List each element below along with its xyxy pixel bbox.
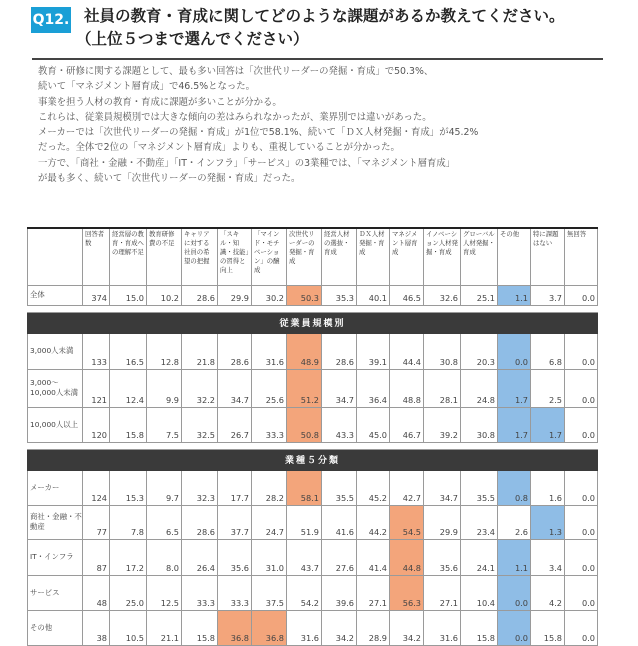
column-header: ＤＸ人材発掘・育成: [357, 228, 390, 285]
table-cell: 0.0: [565, 333, 598, 369]
table-cell: 23.4: [461, 505, 498, 539]
section-gap: [28, 305, 598, 312]
table-cell: 25.6: [252, 369, 287, 407]
table-cell: 6.5: [147, 505, 182, 539]
table-cell: 41.6: [322, 505, 357, 539]
table-cell: 133: [83, 333, 110, 369]
table-cell: 54.2: [287, 575, 322, 610]
table-row: [28, 505, 598, 539]
table-cell: 39.2: [424, 407, 461, 442]
table-cell: 35.6: [218, 539, 252, 575]
table-cell: 0.0: [565, 407, 598, 442]
column-header: 次世代リーダーの発掘・育成: [287, 228, 322, 285]
table-cell: 26.7: [218, 407, 252, 442]
summary-line: 一方で、「商社・金融・不動産」「IT・インフラ」「サービス」の3業種では、「マネジメント層育成」: [38, 157, 456, 169]
table-cell: 0.0: [565, 369, 598, 407]
table-cell: 35.5: [461, 470, 498, 505]
table-cell: 8.0: [147, 539, 182, 575]
question-number-badge: Q12.: [31, 7, 71, 33]
header-corner-cell: [28, 228, 83, 285]
table-cell: 36.4: [357, 369, 390, 407]
table-cell: 12.8: [147, 333, 182, 369]
table-cell: 6.8: [531, 333, 565, 369]
gap-cell: [28, 442, 598, 449]
question-title: 社員の教育・育成に関してどのような課題があるか教えてください。: [84, 7, 565, 25]
column-header: イノベーション人材発掘・育成: [424, 228, 461, 285]
table-cell: 15.8: [461, 610, 498, 645]
table-cell: 28.9: [357, 610, 390, 645]
table-row: [28, 610, 598, 645]
table-row: [28, 407, 598, 442]
table-cell: 26.4: [182, 539, 218, 575]
table-cell: 30.2: [252, 285, 287, 305]
table-cell: 31.6: [287, 610, 322, 645]
table-header-row: [28, 228, 598, 285]
row-label: サービス: [28, 575, 83, 610]
table-cell: 46.5: [390, 285, 424, 305]
table-cell: 24.7: [252, 505, 287, 539]
table-cell: 10.5: [110, 610, 147, 645]
table-cell: 44.2: [357, 505, 390, 539]
table-cell: 35.3: [322, 285, 357, 305]
table-cell: 44.4: [390, 333, 424, 369]
table-row: [28, 369, 598, 407]
summary-line: だった。全体で2位の「マネジメント層育成」よりも、重視していることが分かった。: [38, 142, 400, 154]
table-cell: 31.0: [252, 539, 287, 575]
section-title: 業種５分類: [28, 449, 598, 470]
table-cell: 21.1: [147, 610, 182, 645]
table-cell: 39.6: [322, 575, 357, 610]
table-cell: 0.0: [565, 470, 598, 505]
table-cell: 28.6: [218, 333, 252, 369]
table-cell: 45.2: [357, 470, 390, 505]
table-cell: 0.0: [565, 610, 598, 645]
table-cell: 4.2: [531, 575, 565, 610]
table-row: [28, 333, 598, 369]
row-label: 商社・金融・不動産: [28, 505, 83, 539]
table-cell: 37.5: [252, 575, 287, 610]
column-header: グローバル人材発掘・育成: [461, 228, 498, 285]
table-cell: 17.7: [218, 470, 252, 505]
table-cell: 374: [83, 285, 110, 305]
table-cell: 3.7: [531, 285, 565, 305]
table-cell: 0.0: [498, 575, 531, 610]
table-cell: 1.1: [498, 285, 531, 305]
table-cell: 10.4: [461, 575, 498, 610]
table-cell: 32.2: [182, 369, 218, 407]
table-cell: 20.3: [461, 333, 498, 369]
row-label: 全体: [28, 285, 83, 305]
row-label: 3,000人未満: [28, 333, 83, 369]
table-cell: 42.7: [390, 470, 424, 505]
results-table: [27, 227, 598, 646]
table-cell: 32.3: [182, 470, 218, 505]
table-cell: 37.7: [218, 505, 252, 539]
table-cell: 27.1: [424, 575, 461, 610]
column-header: 教育研修費の不足: [147, 228, 182, 285]
summary-line: メーカーでは「次世代リーダーの発掘・育成」が1位で58.1%、続いて「ＤＸ人材発掘・育成」が45.2%: [38, 127, 479, 139]
table-cell: 25.1: [461, 285, 498, 305]
table-cell: 39.1: [357, 333, 390, 369]
table-cell: 43.3: [322, 407, 357, 442]
table-cell: 24.1: [461, 539, 498, 575]
summary-line: これらは、従業員規模別では大きな傾向の差はみられなかったが、業界別では違いがあった。: [38, 111, 432, 123]
table-cell: 35.5: [322, 470, 357, 505]
row-label: その他: [28, 610, 83, 645]
column-header: 経営層の教育・育成への理解不足: [110, 228, 147, 285]
column-header: キャリアに対する社員の希望の把握: [182, 228, 218, 285]
table-cell: 0.8: [498, 470, 531, 505]
table-cell: 38: [83, 610, 110, 645]
table-row: [28, 285, 598, 305]
table-cell: 31.6: [252, 333, 287, 369]
table-cell: 17.2: [110, 539, 147, 575]
table-cell: 45.0: [357, 407, 390, 442]
column-header: その他: [498, 228, 531, 285]
table-cell: 15.8: [531, 610, 565, 645]
table-cell: 9.9: [147, 369, 182, 407]
table-cell: 21.8: [182, 333, 218, 369]
column-header: 経営人材の選抜・育成: [322, 228, 357, 285]
column-header: マネジメント層育成: [390, 228, 424, 285]
table-cell: 16.5: [110, 333, 147, 369]
table-cell: 121: [83, 369, 110, 407]
table-cell: 32.6: [424, 285, 461, 305]
table-cell: 0.0: [565, 505, 598, 539]
table-cell: 29.9: [424, 505, 461, 539]
summary-line: 事業を担う人材の教育・育成に課題が多いことが分かる。: [38, 96, 282, 108]
table-cell: 36.8: [252, 610, 287, 645]
table-cell: 2.6: [498, 505, 531, 539]
table-cell: 1.3: [531, 505, 565, 539]
table-cell: 1.7: [498, 407, 531, 442]
table-cell: 7.8: [110, 505, 147, 539]
table-cell: 34.7: [218, 369, 252, 407]
table-cell: 28.6: [322, 333, 357, 369]
table-cell: 0.0: [565, 285, 598, 305]
table-cell: 1.6: [531, 470, 565, 505]
table-cell: 9.7: [147, 470, 182, 505]
table-cell: 48.8: [390, 369, 424, 407]
title-divider: [32, 58, 603, 60]
summary-line: 続いて「マネジメント層育成」で46.5%となった。: [38, 81, 256, 93]
column-header: 回答者数: [83, 228, 110, 285]
table-cell: 51.2: [287, 369, 322, 407]
table-cell: 0.0: [498, 610, 531, 645]
column-header: 無回答: [565, 228, 598, 285]
table-cell: 35.6: [424, 539, 461, 575]
table-cell: 31.6: [424, 610, 461, 645]
table-cell: 12.5: [147, 575, 182, 610]
table-cell: 7.5: [147, 407, 182, 442]
table-cell: 1.1: [498, 539, 531, 575]
table-cell: 41.4: [357, 539, 390, 575]
table-cell: 25.0: [110, 575, 147, 610]
table-cell: 28.1: [424, 369, 461, 407]
table-cell: 1.7: [531, 407, 565, 442]
table-cell: 12.4: [110, 369, 147, 407]
row-label: メーカー: [28, 470, 83, 505]
table-cell: 28.6: [182, 285, 218, 305]
table-cell: 48.9: [287, 333, 322, 369]
table-cell: 28.6: [182, 505, 218, 539]
table-cell: 34.2: [322, 610, 357, 645]
table-cell: 30.8: [461, 407, 498, 442]
table-row: [28, 575, 598, 610]
table-cell: 2.5: [531, 369, 565, 407]
row-label: IT・インフラ: [28, 539, 83, 575]
table-row: [28, 470, 598, 505]
table-cell: 27.6: [322, 539, 357, 575]
table-cell: 30.8: [424, 333, 461, 369]
summary-line: 教育・研修に関する課題として、最も多い回答は「次世代リーダーの発掘・育成」で50.3%、: [38, 66, 434, 77]
table-cell: 56.3: [390, 575, 424, 610]
table-cell: 124: [83, 470, 110, 505]
table-cell: 3.4: [531, 539, 565, 575]
table-cell: 10.2: [147, 285, 182, 305]
table-cell: 28.2: [252, 470, 287, 505]
table-cell: 34.7: [322, 369, 357, 407]
table-cell: 33.3: [218, 575, 252, 610]
table-cell: 54.5: [390, 505, 424, 539]
table-cell: 15.3: [110, 470, 147, 505]
table-cell: 33.3: [182, 575, 218, 610]
table-cell: 27.1: [357, 575, 390, 610]
table-row: [28, 539, 598, 575]
table-cell: 77: [83, 505, 110, 539]
table-cell: 29.9: [218, 285, 252, 305]
table-cell: 51.9: [287, 505, 322, 539]
table-cell: 46.7: [390, 407, 424, 442]
table-cell: 33.3: [252, 407, 287, 442]
table-cell: 15.0: [110, 285, 147, 305]
table-cell: 87: [83, 539, 110, 575]
table-cell: 34.2: [390, 610, 424, 645]
column-header: 特に課題はない: [531, 228, 565, 285]
summary-text: [38, 64, 598, 186]
table-cell: 24.8: [461, 369, 498, 407]
row-label: 3,000～10,000人未満: [28, 369, 83, 407]
table-cell: 50.8: [287, 407, 322, 442]
column-header: 「スキル・知識・技能」の習得と向上: [218, 228, 252, 285]
table-cell: 58.1: [287, 470, 322, 505]
table-cell: 44.8: [390, 539, 424, 575]
gap-cell: [28, 305, 598, 312]
table-cell: 50.3: [287, 285, 322, 305]
table-cell: 48: [83, 575, 110, 610]
section-header-row: [28, 449, 598, 470]
table-cell: 0.0: [498, 333, 531, 369]
section-title: 従業員規模別: [28, 312, 598, 333]
table-cell: 0.0: [565, 575, 598, 610]
table-cell: 15.8: [110, 407, 147, 442]
table-cell: 36.8: [218, 610, 252, 645]
table-cell: 43.7: [287, 539, 322, 575]
table-cell: 15.8: [182, 610, 218, 645]
table-cell: 120: [83, 407, 110, 442]
column-header: 「マインド・モチベーション」の醸成: [252, 228, 287, 285]
summary-line: が最も多く、続いて「次世代リーダーの発掘・育成」だった。: [38, 173, 301, 185]
table-cell: 1.7: [498, 369, 531, 407]
question-subtitle: （上位５つまで選んでください）: [76, 30, 309, 48]
row-label: 10,000人以上: [28, 407, 83, 442]
table-cell: 40.1: [357, 285, 390, 305]
table-cell: 34.7: [424, 470, 461, 505]
table-cell: 32.5: [182, 407, 218, 442]
section-gap: [28, 442, 598, 449]
section-header-row: [28, 312, 598, 333]
table-cell: 0.0: [565, 539, 598, 575]
